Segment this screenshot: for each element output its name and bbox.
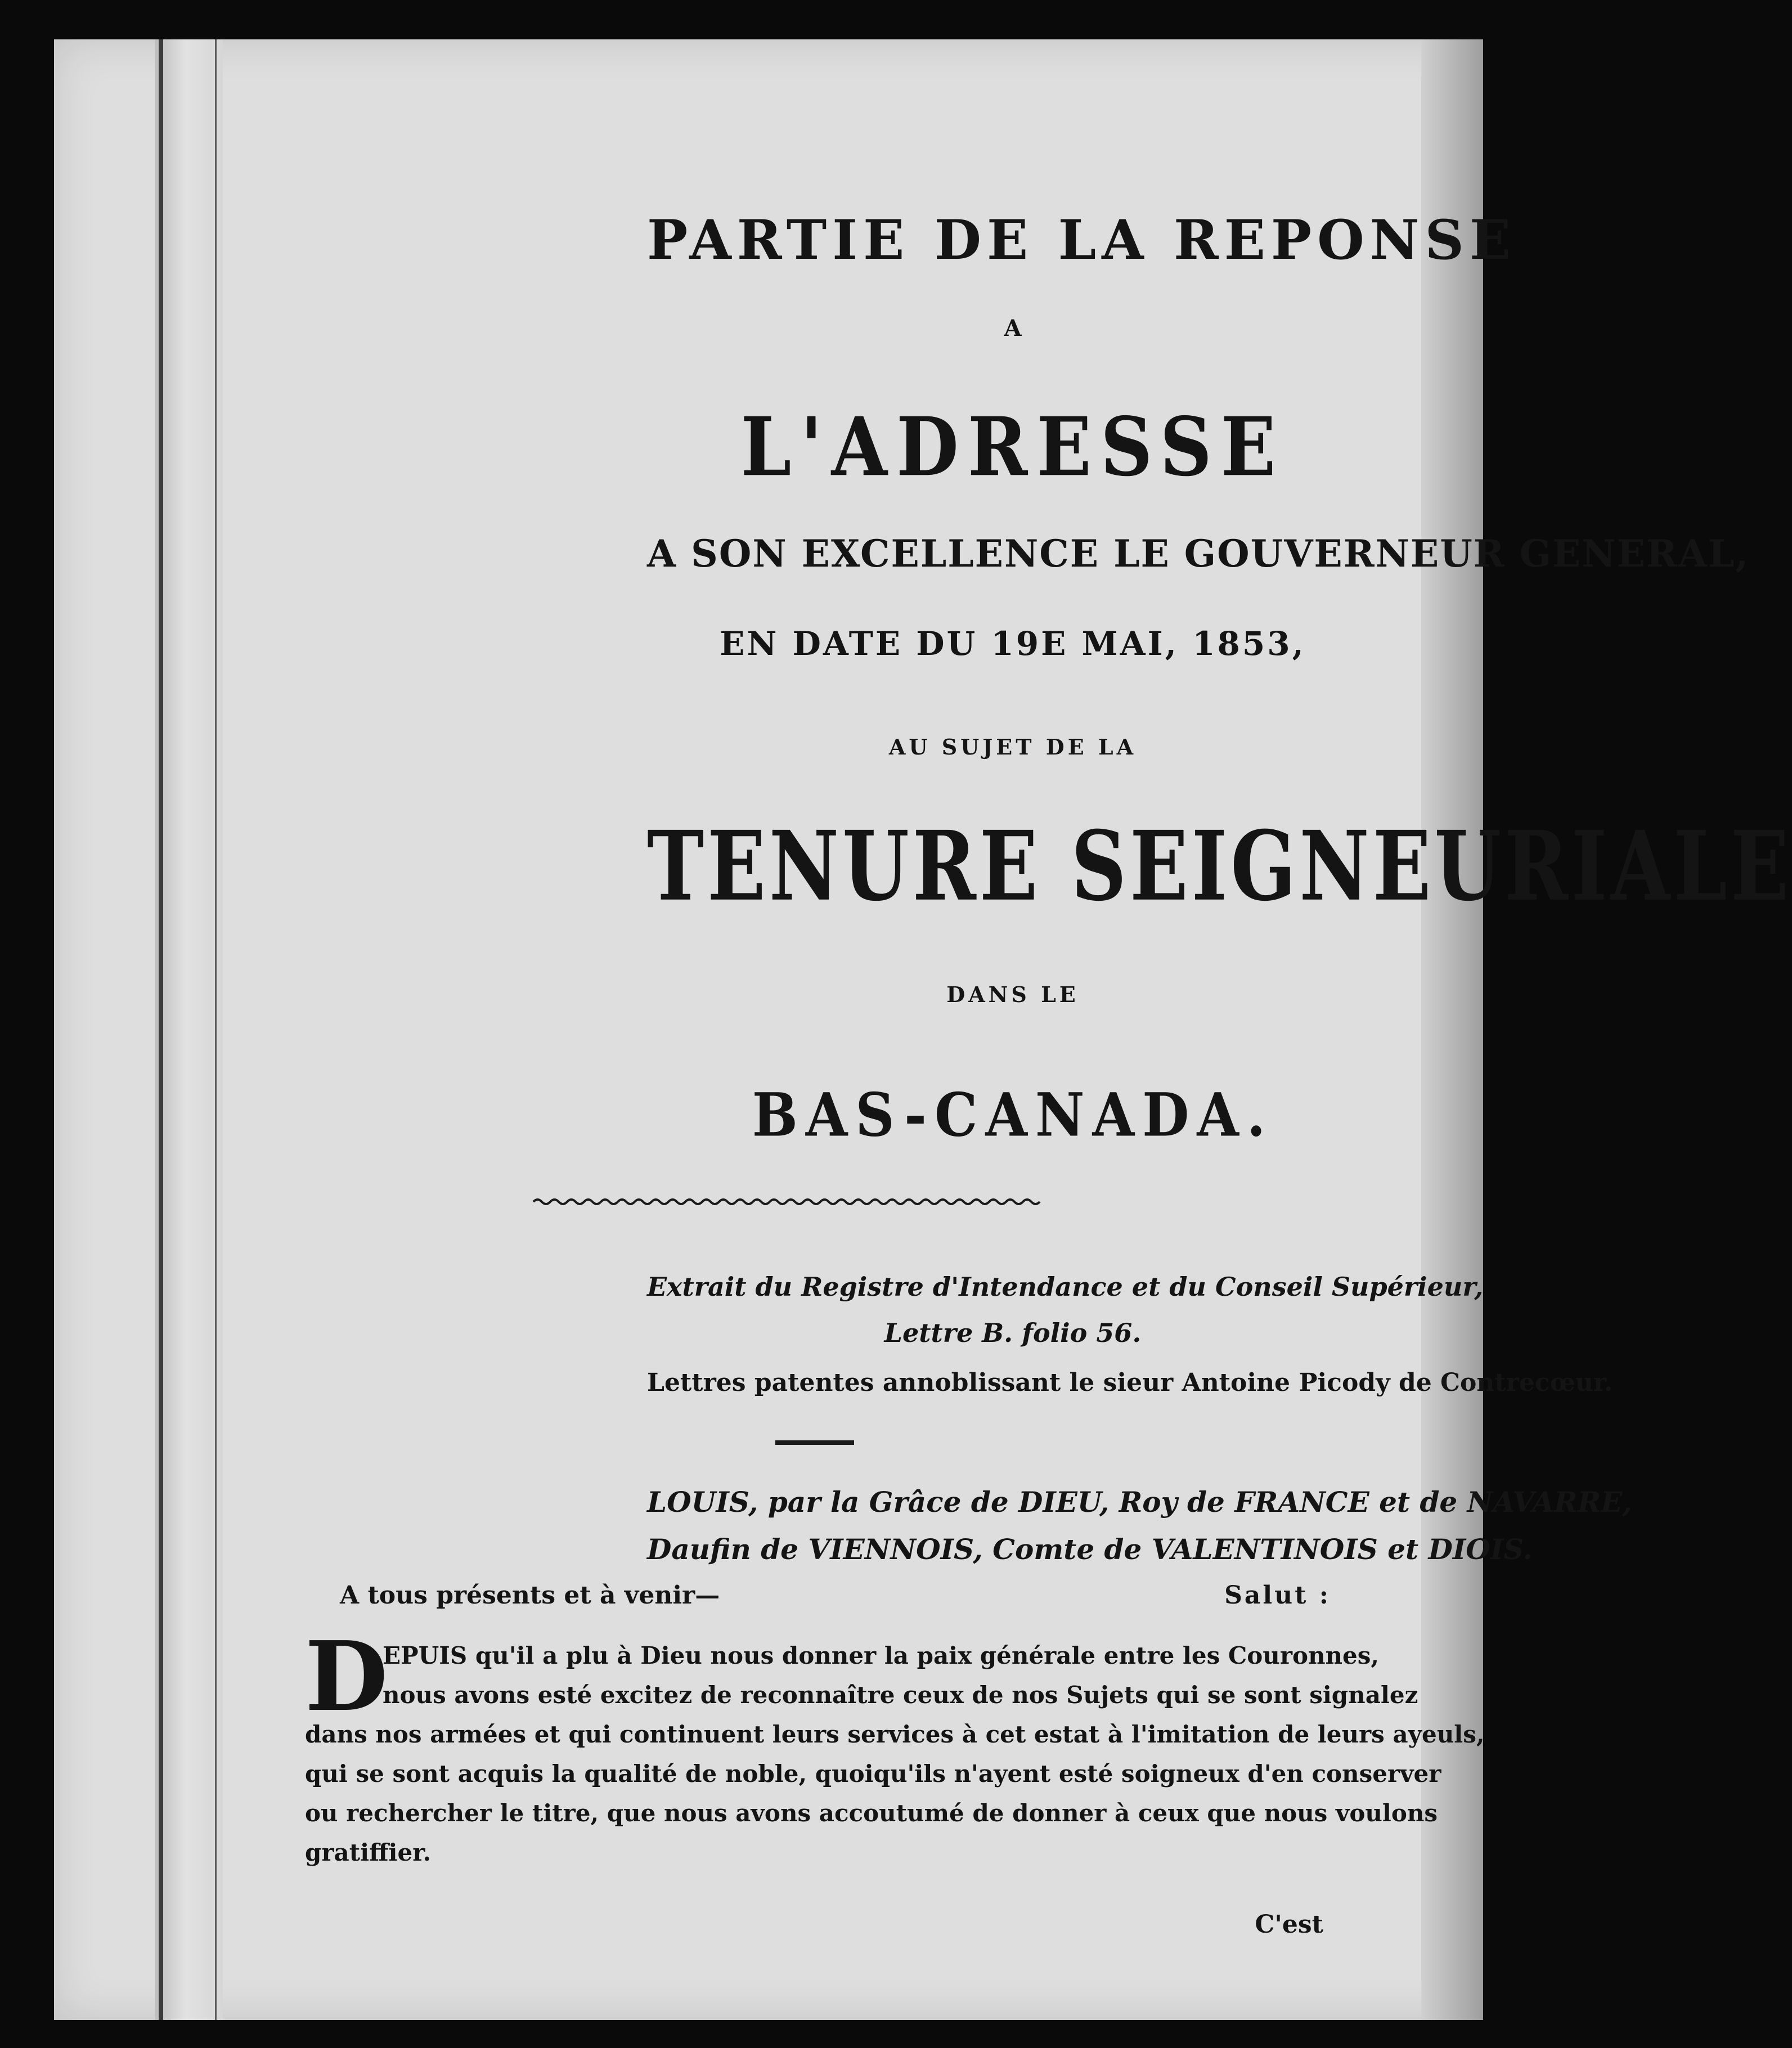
title-line-9: BAS-CANADA. [752, 1080, 1274, 1150]
decree-heading-1: LOUIS, par la Grâce de DIEU, Roy de FRANCE et de NAVARRE, [647, 1485, 1632, 1519]
title-line-5: EN DATE DU 19E MAI, 1853, [720, 625, 1306, 663]
salutation: Salut : [1224, 1581, 1331, 1610]
extract-line-3: Lettres patentes annoblissant le sieur Antoine Picody de Contrecœur. [647, 1368, 1613, 1397]
title-line-8: DANS LE [946, 982, 1079, 1007]
body-line-3: dans nos armées et qui continuent leurs services à cet estat à l'imitation de leurs ayeuls, [305, 1721, 1485, 1748]
title-line-3: L'ADRESSE [740, 400, 1285, 495]
decree-heading-2: Daufin de VIENNOIS, Comte de VALENTINOIS et DIOIS. [647, 1533, 1533, 1566]
body-line-5: ou rechercher le titre, que nous avons accoutumé de donner à ceux que nous voulons [305, 1799, 1438, 1827]
catchword: C'est [1255, 1910, 1323, 1939]
greeting: A tous présents et à venir— [340, 1581, 720, 1610]
title-line-2: A [1004, 315, 1022, 342]
title-line-4: A SON EXCELLENCE LE GOUVERNEUR GENERAL, [647, 532, 1750, 576]
extract-line-2: Lettre B. folio 56. [884, 1318, 1142, 1348]
body-line-1: EPUIS qu'il a plu à Dieu nous donner la paix générale entre les Couronnes, [383, 1642, 1380, 1669]
extract-line-1: Extrait du Registre d'Intendance et du Conseil Supérieur, [647, 1272, 1484, 1302]
title-line-7: TENURE SEIGNEURIALE [647, 810, 1792, 923]
short-rule [775, 1440, 854, 1445]
body-line-2: nous avons esté excitez de reconnaître ceux de nos Sujets qui se sont signalez [383, 1681, 1418, 1709]
drop-cap: D [305, 1620, 388, 1733]
body-line-6: gratiffier. [305, 1839, 432, 1866]
title-line-6: AU SUJET DE LA [888, 734, 1137, 760]
title-line-1: PARTIE DE LA REPONSE [647, 208, 1516, 272]
body-line-4: qui se sont acquis la qualité de noble, quoiqu'ils n'ayent esté soigneux d'en conserver [305, 1760, 1441, 1787]
wavy-divider [533, 1196, 1040, 1207]
